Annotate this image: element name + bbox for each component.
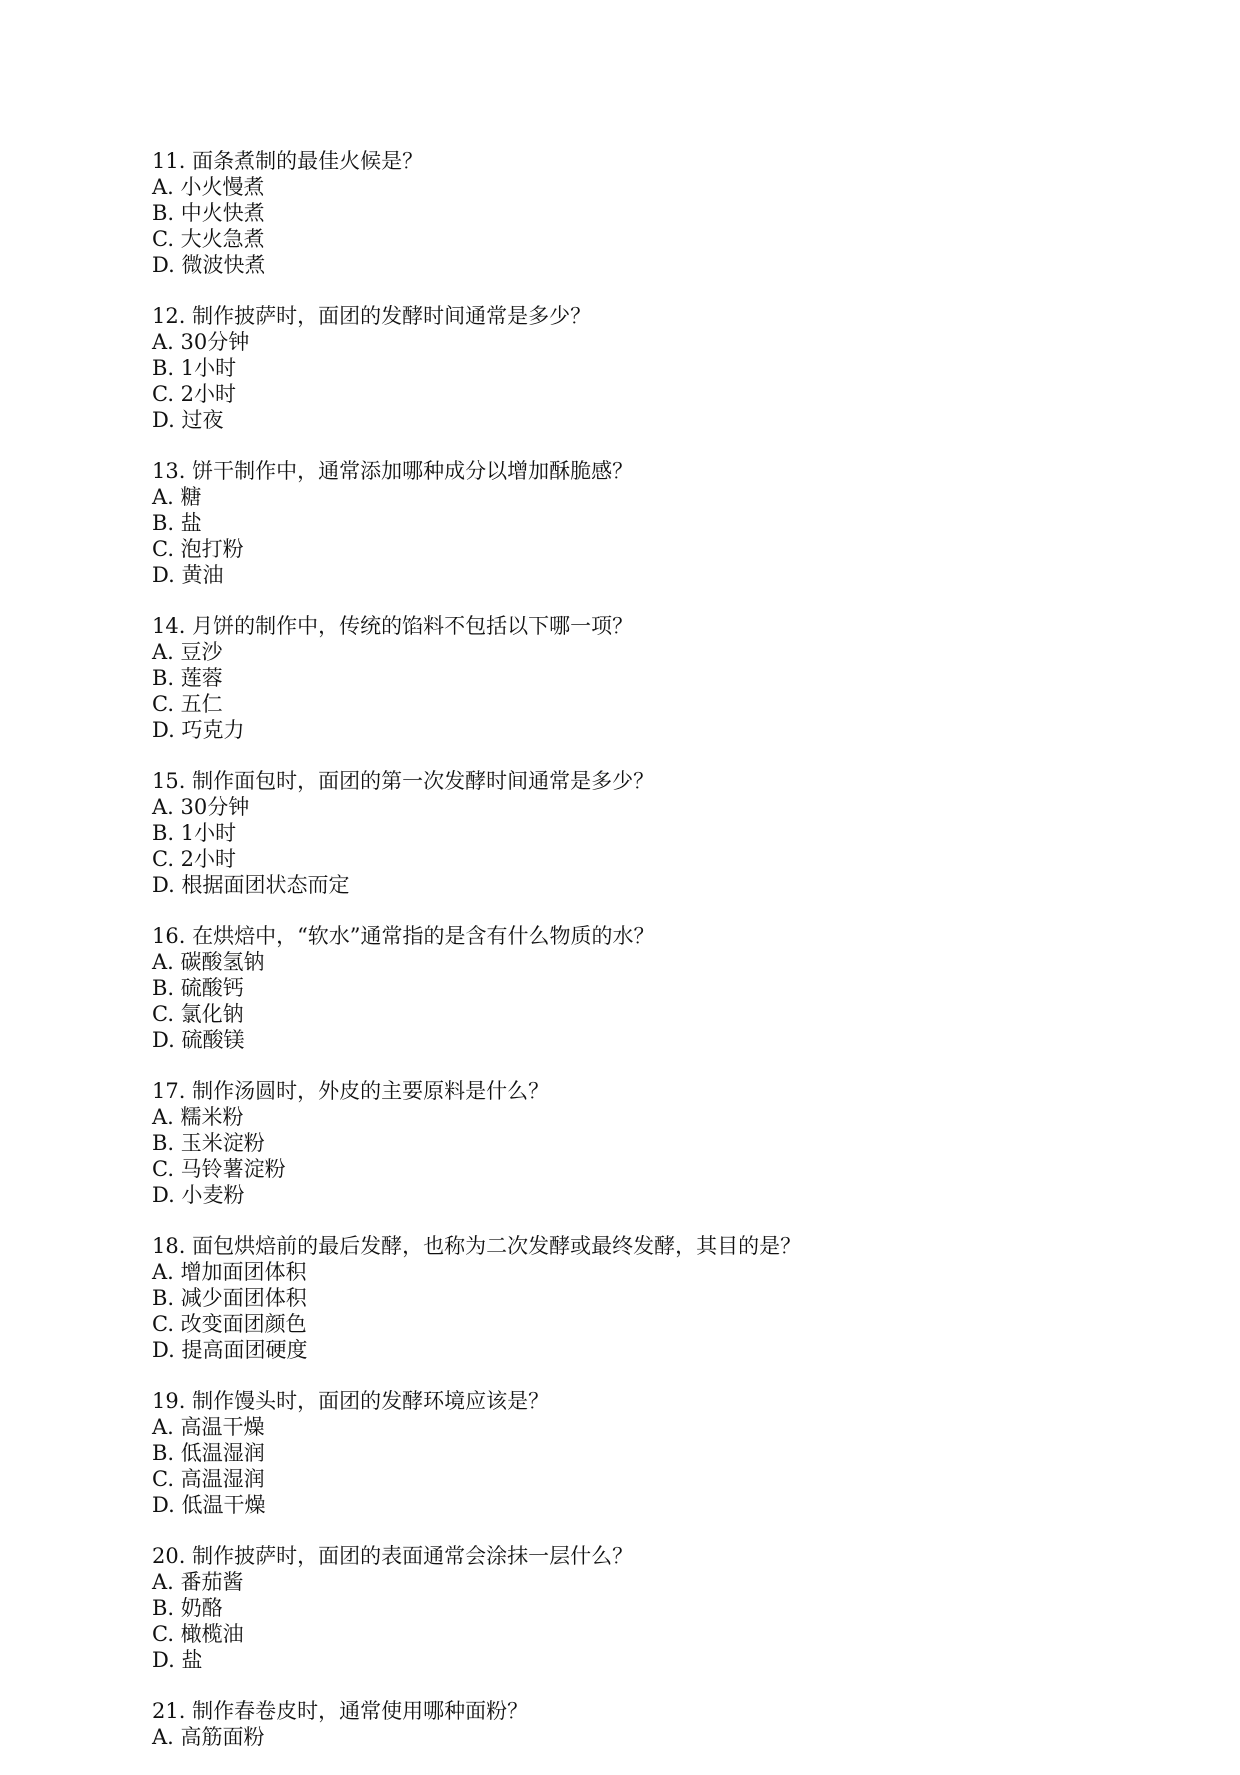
answer-option: D. 硫酸镁 <box>152 1028 245 1052</box>
answer-option: C. 橄榄油 <box>152 1622 244 1646</box>
question-block <box>152 613 1152 743</box>
question-block <box>152 768 1152 898</box>
answer-option: D. 巧克力 <box>152 718 245 742</box>
answer-option: C. 泡打粉 <box>152 537 244 561</box>
answer-option: C. 改变面团颜色 <box>152 1312 307 1336</box>
answer-option: A. 小火慢煮 <box>152 175 265 199</box>
answer-option: B. 奶酪 <box>152 1596 223 1620</box>
answer-option: C. 氯化钠 <box>152 1002 244 1026</box>
answer-option: B. 硫酸钙 <box>152 976 244 1000</box>
answer-option: D. 小麦粉 <box>152 1183 245 1207</box>
question-text: 18. 面包烘焙前的最后发酵，也称为二次发酵或最终发酵，其目的是？ <box>152 1234 802 1258</box>
answer-option: A. 高筋面粉 <box>152 1725 265 1749</box>
question-block <box>152 1233 1152 1363</box>
question-block <box>152 923 1152 1053</box>
answer-option: D. 微波快煮 <box>152 253 266 277</box>
answer-option: C. 2小时 <box>152 847 237 871</box>
answer-option: D. 黄油 <box>152 563 224 587</box>
question-block <box>152 303 1152 433</box>
question-text: 19. 制作馒头时，面团的发酵环境应该是？ <box>152 1389 550 1413</box>
answer-option: B. 低温湿润 <box>152 1441 265 1465</box>
question-block <box>152 458 1152 588</box>
answer-option: B. 盐 <box>152 511 202 535</box>
answer-option: A. 增加面团体积 <box>152 1260 307 1284</box>
answer-option: A. 碳酸氢钠 <box>152 950 265 974</box>
answer-option: A. 30分钟 <box>152 795 250 819</box>
question-text: 21. 制作春卷皮时，通常使用哪种面粉？ <box>152 1699 529 1723</box>
question-block <box>152 1543 1152 1673</box>
answer-option: B. 莲蓉 <box>152 666 223 690</box>
answer-option: A. 糯米粉 <box>152 1105 244 1129</box>
answer-option: B. 减少面团体积 <box>152 1286 307 1310</box>
answer-option: D. 根据面团状态而定 <box>152 873 350 897</box>
answer-option: D. 低温干燥 <box>152 1493 266 1517</box>
answer-option: D. 提高面团硬度 <box>152 1338 308 1362</box>
answer-option: A. 30分钟 <box>152 330 250 354</box>
document-page <box>152 148 1152 1775</box>
answer-option: A. 番茄酱 <box>152 1570 244 1594</box>
answer-option: B. 1小时 <box>152 356 237 380</box>
question-block <box>152 148 1152 278</box>
answer-option: B. 玉米淀粉 <box>152 1131 265 1155</box>
answer-option: B. 中火快煮 <box>152 201 265 225</box>
answer-option: C. 马铃薯淀粉 <box>152 1157 286 1181</box>
question-text: 16. 在烘焙中，“软水”通常指的是含有什么物质的水？ <box>152 924 655 948</box>
question-block <box>152 1078 1152 1208</box>
question-text: 11. 面条煮制的最佳火候是？ <box>152 149 424 173</box>
answer-option: C. 五仁 <box>152 692 223 716</box>
answer-option: A. 高温干燥 <box>152 1415 265 1439</box>
question-text: 15. 制作面包时，面团的第一次发酵时间通常是多少？ <box>152 769 655 793</box>
answer-option: C. 大火急煮 <box>152 227 265 251</box>
question-text: 12. 制作披萨时，面团的发酵时间通常是多少？ <box>152 304 592 328</box>
question-block <box>152 1388 1152 1518</box>
question-text: 20. 制作披萨时，面团的表面通常会涂抹一层什么？ <box>152 1544 634 1568</box>
answer-option: C. 2小时 <box>152 382 237 406</box>
answer-option: B. 1小时 <box>152 821 237 845</box>
question-block <box>152 1698 1152 1750</box>
question-text: 13. 饼干制作中，通常添加哪种成分以增加酥脆感？ <box>152 459 634 483</box>
answer-option: D. 过夜 <box>152 408 224 432</box>
answer-option: D. 盐 <box>152 1648 203 1672</box>
answer-option: A. 豆沙 <box>152 640 223 664</box>
answer-option: C. 高温湿润 <box>152 1467 265 1491</box>
answer-option: A. 糖 <box>152 485 202 509</box>
question-text: 17. 制作汤圆时，外皮的主要原料是什么？ <box>152 1079 550 1103</box>
question-text: 14. 月饼的制作中，传统的馅料不包括以下哪一项？ <box>152 614 634 638</box>
